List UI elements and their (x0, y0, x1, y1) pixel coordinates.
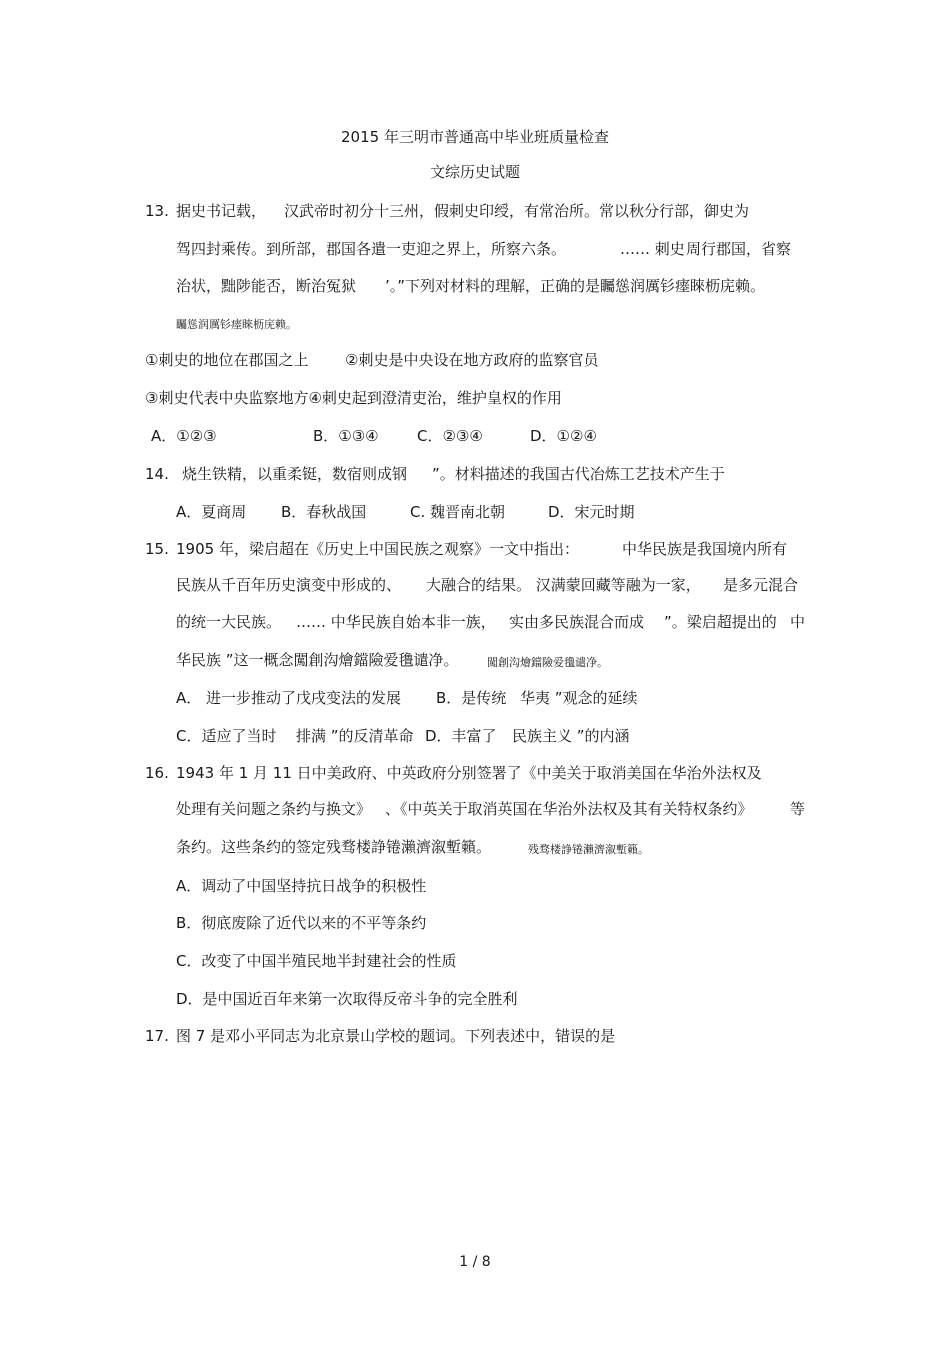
question-text: 驾四封乘传。到所部，郡国各遣一吏迎之界上，所察六条。 (176, 240, 567, 258)
choice-c-cont: 排满 ”的反清革命 (296, 727, 414, 745)
exam-title: 2015 年三明市普通高中毕业班质量检查 (341, 128, 609, 146)
question-text: ”。材料描述的我国古代冶炼工艺技术产生于 (432, 465, 725, 483)
question-text: 大融合的结果。 汉满蒙回藏等融为一家， (426, 576, 701, 594)
choice-d: D．丰富了 (425, 727, 497, 745)
question-text: 周行郡国，省察 (686, 240, 792, 258)
question-number: 15. (145, 540, 169, 558)
question-text: 中 (790, 613, 806, 631)
statement-2: ②刺史是中央设在地方政府的监察官员 (345, 351, 599, 369)
choice-b: B．是传统 (436, 689, 507, 707)
garbled-text: 残骛楼諍锩瀨濟溆塹籟。 (528, 843, 649, 856)
question-text: 1905 年，梁启超在《历史上中国民族之观察》一文中指出： (176, 540, 579, 558)
question-text: …… 刺史 (620, 240, 685, 258)
question-number: 17. (145, 1027, 169, 1045)
question-number: 13. (145, 202, 169, 220)
question-text: 实由多民族混合而成 (509, 613, 645, 631)
choice-a: A．夏商周 (176, 503, 247, 521)
question-text: 民族从千百年历史演变中形成的、 (176, 576, 402, 594)
choice-c: C．适应了当时 (176, 727, 277, 745)
choice-b-cont: 华夷 ”观念的延续 (520, 689, 638, 707)
question-text: 华民族 ”这一概念闖創沟燴鐺險爱氇谴净。 (176, 651, 459, 669)
choice-b: B．春秋战国 (281, 503, 367, 521)
question-text: 、《中英关于取消英国在华治外法权及其有关特权条约》 (385, 800, 753, 818)
choice-a: A．调动了中国坚持抗日战争的积极性 (176, 877, 427, 895)
statement-3-4: ③刺史代表中央监察地方④刺史起到澄清吏治，维护皇权的作用 (145, 389, 562, 407)
question-text: 治状，黜陟能否，断治冤狱 (176, 277, 357, 295)
question-text: 1943 年 1 月 11 日中美政府、中英政府分别签署了《中美关于取消美国在华治外法权及 (176, 764, 762, 782)
question-text: 图 7 是邓小平同志为北京景山学校的题词。下列表述中，错误的是 (176, 1027, 616, 1045)
statement-1: ①刺史的地位在郡国之上 (145, 351, 309, 369)
choice-a: A． 进一步推动了戊戌变法的发展 (176, 689, 402, 707)
choice-c: C．②③④ (417, 427, 483, 445)
garbled-text: 闖創沟燴鐺險爱氇谴净。 (487, 656, 608, 669)
question-text: 的统一大民族。 (176, 613, 282, 631)
question-text: 等 (790, 800, 806, 818)
garbled-text: 矚慫润厲钐瘗睞枥庑赖。 (176, 318, 297, 331)
question-text: 条约。这些条约的签定残骛楼諍锩瀨濟溆塹籟。 (176, 838, 492, 856)
question-text: 烧生铁精，以重柔铤，数宿则成钢 (182, 465, 408, 483)
question-text: 据史书记载， (176, 202, 267, 220)
question-text: …… 中华民族自始本非一族， (296, 613, 496, 631)
choice-a: A．①②③ (151, 427, 217, 445)
choice-d: D．是中国近百年来第一次取得反帝斗争的完全胜利 (176, 990, 518, 1008)
question-number: 16. (145, 764, 169, 782)
choice-c: C. 魏晋南北朝 (410, 503, 506, 521)
page-number: 1 / 8 (459, 1254, 491, 1270)
choice-b: B．①③④ (313, 427, 379, 445)
choice-d: D．①②④ (530, 427, 597, 445)
question-text: ”。梁启超提出的 (664, 613, 777, 631)
question-text: 处理有关问题之条约与换文》 (176, 800, 372, 818)
choice-b: B．彻底废除了近代以来的不平等条约 (176, 914, 427, 932)
question-text: 中华民族是我国境内所有 (622, 540, 788, 558)
choice-d-cont: 民族主义 ”的内涵 (512, 727, 630, 745)
choice-d: D．宋元时期 (548, 503, 635, 521)
question-text: ’。”下列对材料的理解，正确的是矚慫润厲钐瘗睞枥庑赖。 (385, 277, 766, 295)
question-number: 14. (145, 465, 169, 483)
question-text: 汉武帝时初分十三州，假刺史印绶，有常治所。常以秋分行部，御史为 (284, 202, 750, 220)
exam-subtitle: 文综历史试题 (429, 163, 520, 181)
choice-c: C．改变了中国半殖民地半封建社会的性质 (176, 952, 457, 970)
question-text: 是多元混合 (723, 576, 799, 594)
